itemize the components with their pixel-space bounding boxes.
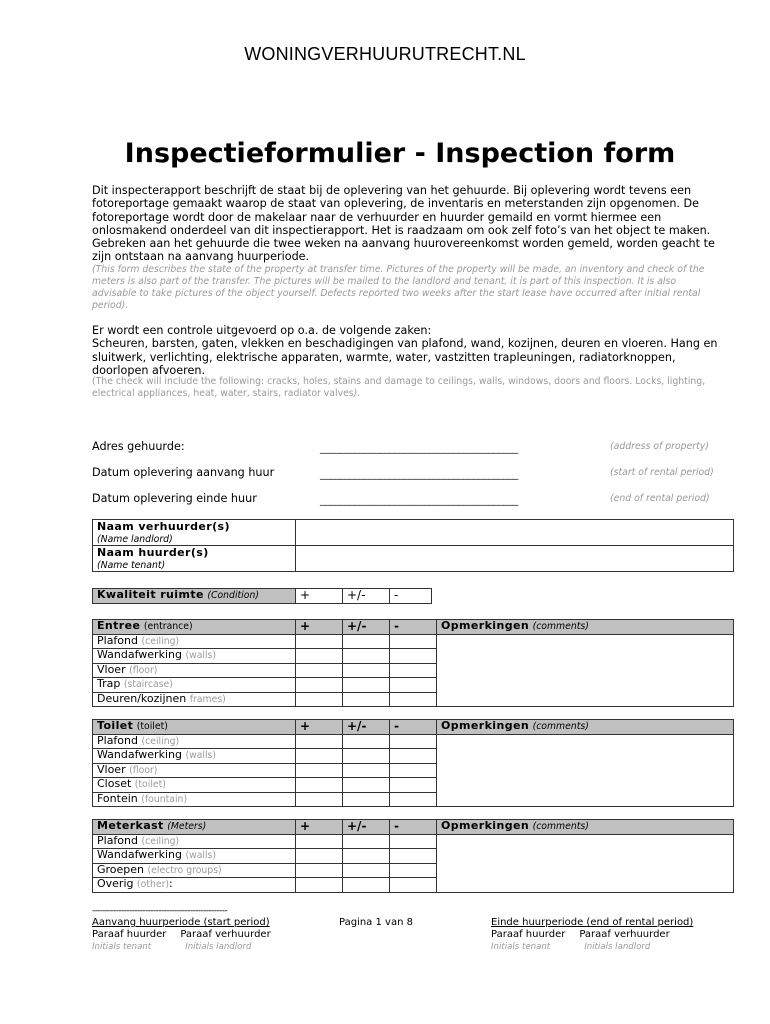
footer-start-initials-en [92,941,271,953]
intro-dutch: Dit inspecterapport beschrijft de staat bij de oplevering van het gehuurde. Bij oplevering wordt tevens een fotoreportage gemaakt waarop de staat van oplevering, de inventaris en meterstanden zijn opgenomen. De fotoreportage wordt door de makelaar naar de verhuurder en huurder gemaild en vormt hiermee een onlosmakend onderdeel van dit inspectierapport. Het is raadzaam om ook zelf foto’s van het object te maken. Gebreken aan het gehuurde die twee weken na aanvang huurovereenkomst worden gemeld, worden geacht te zijn ontstaan na aanvang huurperiode. [92,184,715,264]
item-plus-cell[interactable] [296,749,343,764]
item-mid-cell[interactable] [343,692,390,707]
end-date-label: Datum oplevering einde huur [92,492,257,505]
item-label: Trap [97,677,121,690]
room-name-hint: (entrance) [143,621,193,632]
check-english-text: (The check will include the following: cracks, holes, stains and damage to ceilings, walls, windows, doors and floors. Locks, lighting, electrical appliances, heat, water, stairs, radiator valves [92,376,706,399]
item-plus-cell[interactable] [296,649,343,664]
landlord-row [93,520,734,546]
item-minus-cell[interactable] [390,749,437,764]
item-mid-cell[interactable] [343,749,390,764]
condition-hint: (Condition) [207,590,259,601]
item-plus-cell[interactable] [296,849,343,864]
item-mid-cell[interactable] [343,849,390,864]
item-label: Groepen [97,862,145,876]
room-table-toilet [92,719,734,807]
comments-label: Opmerkingen [441,619,530,632]
address-hint: (address of property) [610,441,709,452]
item-label: Overig [97,877,134,890]
start-date-label: Datum oplevering aanvang huur [92,466,275,479]
item-cell [93,763,296,778]
item-cell [93,849,296,864]
address-label: Adres gehuurde: [92,440,185,453]
condition-plus[interactable]: + [296,589,343,604]
end-date-hint: (end of rental period) [610,493,710,504]
start-date-field[interactable]: ________________________________________ [320,468,519,480]
start-tenant-initials[interactable]: Paraaf huurder [92,929,167,940]
start-tenant-initials-en: Initials tenant [92,942,152,952]
item-hint: (ceiling) [141,635,180,647]
item-plus-cell[interactable] [296,734,343,749]
item-minus-cell[interactable] [390,763,437,778]
tenant-sub: (Name tenant) [97,559,166,571]
start-landlord-initials[interactable]: Paraaf verhuurder [180,929,271,940]
item-plus-cell[interactable] [296,692,343,707]
check-english-end: ). [353,388,361,399]
footer-start-initials [92,929,271,941]
item-mid-cell[interactable] [343,863,390,878]
room-header [93,620,734,635]
item-minus-cell[interactable] [390,792,437,807]
footer-start [92,917,271,953]
item-mid-cell[interactable] [343,634,390,649]
item-plus-cell[interactable] [296,663,343,678]
item-cell [93,663,296,678]
col-minus: - [390,720,437,735]
address-row[interactable] [92,440,742,454]
footer-end-initials [491,929,693,941]
item-minus-cell[interactable] [390,734,437,749]
item-cell [93,792,296,807]
start-landlord-initials-en: Initials landlord [185,942,252,952]
room-name-cell [93,820,296,835]
condition-label: Kwaliteit ruimte [97,588,204,601]
item-hint: (other) [137,879,170,890]
item-label: Closet [97,777,132,790]
tenant-label: Naam huurder(s) [97,546,209,559]
table-row [93,634,734,649]
item-minus-cell[interactable] [390,663,437,678]
item-cell [93,692,296,707]
end-tenant-initials[interactable]: Paraaf huurder [491,929,566,940]
item-plus-cell[interactable] [296,778,343,793]
condition-row [93,589,432,604]
item-cell [93,878,296,893]
footer-end-initials-en [491,941,693,953]
item-hint: (floor) [129,764,158,776]
landlord-name-field[interactable] [296,520,734,546]
item-hint: (walls) [185,750,217,761]
item-label: Fontein [97,791,138,805]
col-minus: - [390,820,437,835]
item-label: Plafond [97,633,138,647]
item-minus-cell[interactable] [390,878,437,893]
item-minus-cell[interactable] [390,834,437,849]
room-header [93,820,734,835]
room-name: Meterkast [97,819,164,832]
item-plus-cell[interactable] [296,763,343,778]
end-tenant-initials-en: Initials tenant [491,942,551,952]
item-cell [93,634,296,649]
room-name-cell [93,720,296,735]
item-plus-cell[interactable] [296,834,343,849]
item-minus-cell[interactable] [390,649,437,664]
item-minus-cell[interactable] [390,849,437,864]
item-hint: frames) [189,693,226,705]
item-cell [93,834,296,849]
comments-header [437,620,734,635]
table-row [93,734,734,749]
item-hint: (floor) [129,664,158,676]
footer-end-title: Einde huurperiode (end of rental period) [491,917,694,928]
check-items: Scheuren, barsten, gaten, vlekken en beschadigingen van plafond, wand, kozijnen, deuren en vloeren. Hang en sluitwerk, verlichting, elektrische apparaten, warmte, water, vastzitten trapleuningen, radiatorknoppen, doorlopen afvoeren. [92,337,718,377]
item-label: Deuren/kozijnen [97,691,187,705]
address-field[interactable]: ________________________________________ [320,442,519,454]
item-mid-cell[interactable] [343,778,390,793]
comments-hint: (comments) [532,821,589,832]
col-minus: - [390,620,437,635]
check-list-english [92,376,722,400]
item-cell [93,734,296,749]
landlord-label: Naam verhuurder(s) [97,520,230,533]
item-mid-cell[interactable] [343,663,390,678]
landlord-sub: (Name landlord) [97,533,173,545]
item-cell [93,649,296,664]
item-label: Plafond [97,733,138,747]
item-label: Plafond [97,833,138,847]
item-label: Wandafwerking [97,748,182,761]
col-plus: + [296,720,343,735]
condition-minus[interactable]: - [390,589,432,604]
condition-label-cell [93,589,296,604]
room-name-hint: (Meters) [167,821,207,832]
room-name: Toilet [97,719,134,732]
room-name-cell [93,620,296,635]
item-label: Vloer [97,662,126,676]
footer-rule: --------------------------------------------------- [92,906,228,916]
col-plus: + [296,820,343,835]
footer-end [491,917,693,953]
room-table-meters [92,819,734,893]
item-minus-cell[interactable] [390,678,437,693]
room-name: Entree [97,619,141,632]
tenant-label-cell [93,546,296,572]
item-hint: (electro groups) [147,864,222,876]
item-hint: (ceiling) [141,835,180,847]
tenant-row [93,546,734,572]
item-hint: (walls) [185,650,217,661]
item-cell [93,778,296,793]
item-hint: (fountain) [141,793,188,805]
start-date-row[interactable] [92,466,742,480]
comments-header [437,720,734,735]
site-header: WONINGVERHUURUTRECHT.NL [244,44,526,64]
item-mid-cell[interactable] [343,734,390,749]
room-name-hint: (toilet) [136,721,168,732]
item-label: Wandafwerking [97,648,182,661]
item-plus-cell[interactable] [296,634,343,649]
item-mid-cell[interactable] [343,834,390,849]
item-mid-cell[interactable] [343,763,390,778]
item-plus-cell[interactable] [296,678,343,693]
item-cell [93,749,296,764]
condition-table [92,588,432,604]
item-label: Wandafwerking [97,848,182,861]
item-cell [93,863,296,878]
condition-mid[interactable]: +/- [343,589,390,604]
footer-start-title: Aanvang huurperiode (start period) [92,917,270,928]
item-minus-cell[interactable] [390,634,437,649]
comments-hint: (comments) [532,621,589,632]
page-title: Inspectieformulier - Inspection form [124,138,676,169]
room-table-entree [92,619,734,707]
table-row [93,834,734,849]
comments-area[interactable] [437,634,734,707]
col-plus: + [296,620,343,635]
item-hint: (staircase) [123,679,173,690]
item-mid-cell[interactable] [343,649,390,664]
item-suffix: : [169,877,173,890]
col-mid: +/- [343,620,390,635]
check-list-dutch [92,324,722,377]
item-plus-cell[interactable] [296,792,343,807]
item-hint: (toilet) [134,779,166,790]
intro-english: (This form describes the state of the property at transfer time. Pictures of the property will be made, an inventory and check of the meters is also part of the transfer. The pictures will be mailed to the landlord and tenant, it is part of this inspection. It is also advisable to take pictures of the object yourself. Defects reported two weeks after the start lease have occurred after initial rental period). [92,264,705,311]
item-minus-cell[interactable] [390,692,437,707]
item-hint: (ceiling) [141,735,180,747]
room-header [93,720,734,735]
landlord-label-cell [93,520,296,546]
item-mid-cell[interactable] [343,792,390,807]
comments-hint: (comments) [532,721,589,732]
col-mid: +/- [343,720,390,735]
item-label: Vloer [97,762,126,776]
comments-area[interactable] [437,734,734,807]
end-landlord-initials[interactable]: Paraaf verhuurder [579,929,670,940]
end-date-row[interactable] [92,492,742,506]
check-intro: Er wordt een controle uitgevoerd op o.a. de volgende zaken: [92,324,432,337]
item-plus-cell[interactable] [296,878,343,893]
item-minus-cell[interactable] [390,778,437,793]
item-minus-cell[interactable] [390,863,437,878]
comments-label: Opmerkingen [441,819,530,832]
comments-label: Opmerkingen [441,719,530,732]
end-date-field[interactable]: ________________________________________ [320,494,519,506]
item-mid-cell[interactable] [343,678,390,693]
col-mid: +/- [343,820,390,835]
item-plus-cell[interactable] [296,863,343,878]
comments-header [437,820,734,835]
tenant-name-field[interactable] [296,546,734,572]
comments-area[interactable] [437,834,734,892]
item-cell [93,678,296,693]
names-table [92,519,734,572]
item-mid-cell[interactable] [343,878,390,893]
page-number: Pagina 1 van 8 [339,917,413,928]
item-hint: (walls) [185,850,217,861]
start-date-hint: (start of rental period) [610,467,714,478]
end-landlord-initials-en: Initials landlord [584,942,651,952]
